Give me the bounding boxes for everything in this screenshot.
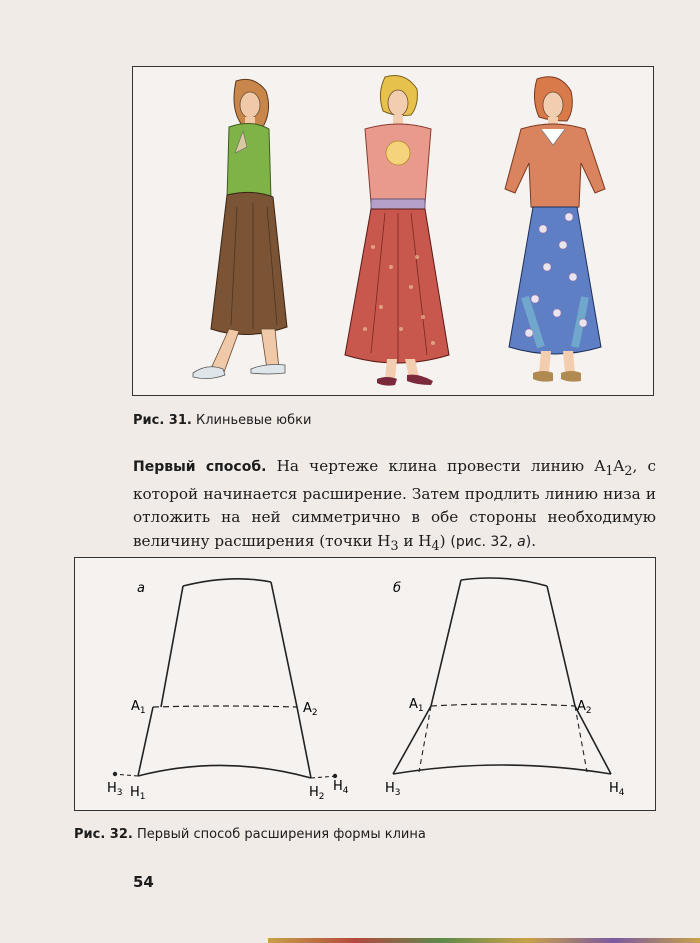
paragraph-text-4: и H [398, 531, 432, 550]
figure-32-caption-text: Первый способ расширения формы клина [132, 827, 426, 842]
panel-a-left-side [161, 586, 183, 707]
figure-31-caption-text: Клиньевые юбки [191, 413, 312, 428]
gore-pattern-drawing [75, 558, 655, 810]
fashion-illustration [133, 67, 653, 395]
panel-a-right-lower [297, 707, 311, 778]
woman-brown-skirt-figure [193, 79, 287, 378]
panel-b-letter: б [393, 581, 402, 596]
paragraph-text-3: , с которой начинается расширение. Затем продлить линию низа и отложить на ней симметрично в обе стороны необходимую величину расширения (точки H [133, 457, 656, 550]
panel-b-label-a2: $A_2$ [577, 699, 592, 716]
figure-reference [450, 534, 531, 550]
panel-a-point-h3 [113, 772, 117, 776]
panel-b-label-h4: $H_4$ [609, 781, 625, 798]
paragraph-sub-2: 2 [624, 463, 633, 479]
panel-a-a1a2-line [153, 706, 297, 707]
page-number: 54 [133, 873, 154, 891]
paragraph-lead: Первый способ. [133, 459, 267, 475]
figure-reference-letter: а [517, 533, 526, 550]
figure-31-caption [133, 413, 311, 428]
panel-a-label-h2: $H_2$ [309, 785, 325, 802]
paragraph-sub-1: 1 [605, 463, 614, 479]
figure-32-caption [74, 827, 426, 842]
panel-b-right-side [547, 586, 575, 706]
figure-32-caption-label: Рис. 32. [74, 827, 133, 842]
panel-a-top-curve [183, 579, 271, 586]
figure-32-diagram [74, 557, 656, 811]
paragraph-text-5: ) [439, 531, 451, 550]
woman-red-skirt-figure [345, 76, 449, 386]
panel-b-label-a1: $A_1$ [409, 697, 424, 714]
paragraph-text-6: . [531, 531, 537, 550]
paragraph-sub-4: 4 [431, 537, 440, 553]
panel-a-hem-line [138, 765, 311, 778]
paragraph-sub-3: 3 [390, 537, 399, 553]
panel-b-label-h3: $H_3$ [385, 781, 401, 798]
figure-reference-end: ) [525, 533, 532, 550]
panel-a-label-h1: $H_1$ [130, 785, 146, 802]
panel-b-right-flare [575, 706, 611, 774]
panel-a-label-h3: $H_3$ [107, 781, 123, 798]
panel-b-top-curve [461, 578, 547, 586]
panel-b-a1a2-line [431, 704, 575, 706]
woman-blue-skirt-figure [505, 77, 605, 382]
paragraph-text-1: На чертеже клина провести линию A [266, 457, 606, 475]
figure-reference-text: (рис. 32, [450, 533, 518, 550]
figure-31-illustration [132, 66, 654, 396]
figure-31-caption-label: Рис. 31. [133, 413, 192, 428]
panel-a-left-lower [138, 707, 153, 776]
decorative-bottom-strip [268, 938, 700, 943]
panel-b-hem-line [393, 765, 611, 774]
panel-a-point-h4 [333, 774, 337, 778]
panel-a-label-a2: $A_2$ [303, 701, 318, 718]
panel-b-left-side [431, 580, 461, 706]
panel-b [385, 578, 625, 798]
panel-a-label-a1: $A_1$ [131, 699, 146, 716]
panel-a-right-side [271, 582, 297, 707]
panel-a-letter: а [137, 581, 145, 596]
paragraph-text-2: A [613, 457, 625, 475]
panel-a-label-h4: $H_4$ [333, 779, 349, 796]
instruction-paragraph [133, 455, 656, 557]
panel-b-left-flare [393, 706, 431, 774]
panel-a [107, 579, 349, 802]
